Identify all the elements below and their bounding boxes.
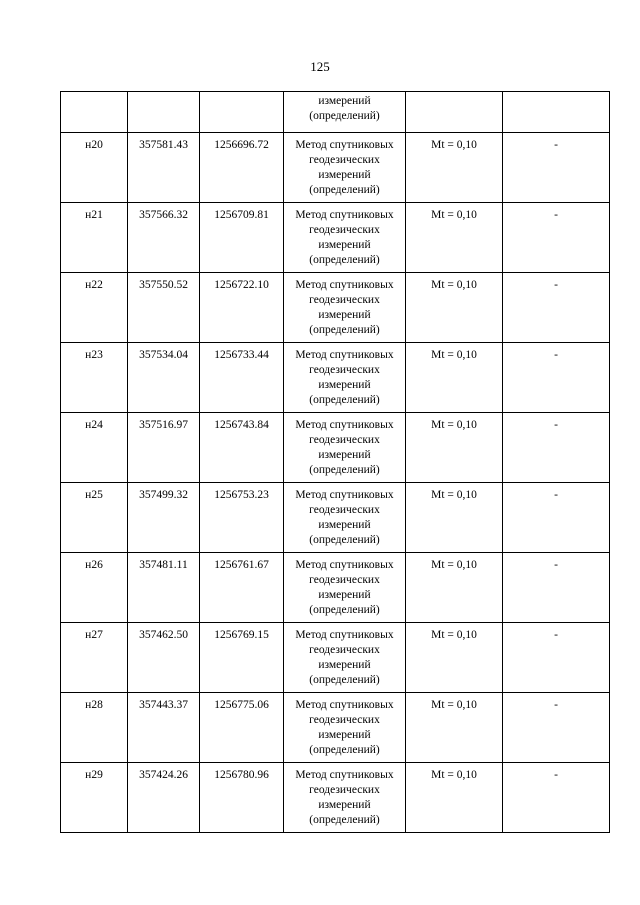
table-row — [61, 623, 610, 693]
cell-x — [128, 92, 200, 133]
cell-accuracy — [406, 92, 503, 133]
method-line: измерений — [318, 799, 371, 811]
cell-method — [284, 413, 406, 483]
cell-method — [284, 553, 406, 623]
method-line: измерений — [318, 169, 371, 181]
cell-x: 357581.43 — [128, 133, 200, 203]
cell-method — [284, 92, 406, 133]
cell-x: 357550.52 — [128, 273, 200, 343]
cell-y: 1256769.15 — [200, 623, 284, 693]
cell-note: - — [503, 623, 610, 693]
cell-method — [284, 483, 406, 553]
method-line: Метод спутниковых — [295, 699, 394, 711]
method-line: измерений — [318, 95, 371, 107]
method-line: геодезических — [309, 504, 380, 516]
method-line: измерений — [318, 659, 371, 671]
method-line: Метод спутниковых — [295, 559, 394, 571]
method-line: геодезических — [309, 574, 380, 586]
cell-x: 357424.26 — [128, 763, 200, 833]
method-line: (определений) — [309, 814, 380, 826]
table-row — [61, 203, 610, 273]
method-line: Метод спутниковых — [295, 139, 394, 151]
cell-method — [284, 203, 406, 273]
cell-point-id: н20 — [61, 133, 128, 203]
method-line: измерений — [318, 449, 371, 461]
cell-point-id: н26 — [61, 553, 128, 623]
cell-point-id: н25 — [61, 483, 128, 553]
cell-note: - — [503, 413, 610, 483]
method-line: (определений) — [309, 394, 380, 406]
method-line: (определений) — [309, 184, 380, 196]
table-row — [61, 413, 610, 483]
cell-accuracy: Mt = 0,10 — [406, 483, 503, 553]
cell-x: 357481.11 — [128, 553, 200, 623]
method-line: Метод спутниковых — [295, 769, 394, 781]
cell-note: - — [503, 273, 610, 343]
method-line: Метод спутниковых — [295, 489, 394, 501]
method-line: Метод спутниковых — [295, 279, 394, 291]
cell-method — [284, 763, 406, 833]
cell-x: 357462.50 — [128, 623, 200, 693]
table-row — [61, 763, 610, 833]
method-line: Метод спутниковых — [295, 419, 394, 431]
cell-point-id — [61, 92, 128, 133]
cell-y: 1256722.10 — [200, 273, 284, 343]
cell-accuracy: Mt = 0,10 — [406, 203, 503, 273]
method-line: (определений) — [309, 324, 380, 336]
method-line: Метод спутниковых — [295, 349, 394, 361]
method-line: измерений — [318, 309, 371, 321]
cell-point-id: н21 — [61, 203, 128, 273]
cell-x: 357566.32 — [128, 203, 200, 273]
method-line: геодезических — [309, 434, 380, 446]
method-line: геодезических — [309, 154, 380, 166]
method-line: (определений) — [309, 744, 380, 756]
table-row — [61, 553, 610, 623]
method-line: (определений) — [309, 534, 380, 546]
cell-y: 1256709.81 — [200, 203, 284, 273]
page-number: 125 — [310, 59, 330, 74]
cell-y: 1256733.44 — [200, 343, 284, 413]
cell-y: 1256743.84 — [200, 413, 284, 483]
cell-accuracy: Mt = 0,10 — [406, 133, 503, 203]
method-line: геодезических — [309, 784, 380, 796]
cell-point-id: н24 — [61, 413, 128, 483]
cell-note: - — [503, 693, 610, 763]
table-row-continuation — [61, 92, 610, 133]
cell-x: 357516.97 — [128, 413, 200, 483]
cell-note — [503, 92, 610, 133]
cell-x: 357443.37 — [128, 693, 200, 763]
method-line: геодезических — [309, 644, 380, 656]
cell-x: 357534.04 — [128, 343, 200, 413]
cell-y: 1256775.06 — [200, 693, 284, 763]
method-line: геодезических — [309, 714, 380, 726]
cell-y: 1256696.72 — [200, 133, 284, 203]
table-row — [61, 273, 610, 343]
method-line: (определений) — [309, 464, 380, 476]
method-line: Метод спутниковых — [295, 209, 394, 221]
cell-note: - — [503, 763, 610, 833]
cell-accuracy: Mt = 0,10 — [406, 413, 503, 483]
cell-method — [284, 133, 406, 203]
method-line: измерений — [318, 519, 371, 531]
cell-accuracy: Mt = 0,10 — [406, 273, 503, 343]
method-line: (определений) — [309, 254, 380, 266]
method-line: измерений — [318, 379, 371, 391]
cell-point-id: н28 — [61, 693, 128, 763]
method-line: (определений) — [309, 604, 380, 616]
method-line: измерений — [318, 729, 371, 741]
cell-y: 1256753.23 — [200, 483, 284, 553]
cell-accuracy: Mt = 0,10 — [406, 623, 503, 693]
cell-x: 357499.32 — [128, 483, 200, 553]
method-line: измерений — [318, 239, 371, 251]
cell-y: 1256761.67 — [200, 553, 284, 623]
cell-point-id: н23 — [61, 343, 128, 413]
cell-note: - — [503, 553, 610, 623]
cell-method — [284, 693, 406, 763]
cell-accuracy: Mt = 0,10 — [406, 693, 503, 763]
table-row — [61, 693, 610, 763]
cell-accuracy: Mt = 0,10 — [406, 763, 503, 833]
table-body — [61, 92, 610, 833]
method-line: геодезических — [309, 224, 380, 236]
cell-note: - — [503, 343, 610, 413]
table-row — [61, 133, 610, 203]
method-line: измерений — [318, 589, 371, 601]
cell-accuracy: Mt = 0,10 — [406, 553, 503, 623]
cell-y — [200, 92, 284, 133]
method-line: геодезических — [309, 294, 380, 306]
method-line: Метод спутниковых — [295, 629, 394, 641]
method-line: геодезических — [309, 364, 380, 376]
cell-method — [284, 273, 406, 343]
cell-y: 1256780.96 — [200, 763, 284, 833]
table-row — [61, 483, 610, 553]
coordinates-table — [60, 91, 610, 833]
cell-note: - — [503, 133, 610, 203]
cell-note: - — [503, 483, 610, 553]
cell-method — [284, 623, 406, 693]
cell-method — [284, 343, 406, 413]
cell-note: - — [503, 203, 610, 273]
table-row — [61, 343, 610, 413]
method-line: (определений) — [309, 110, 380, 122]
cell-point-id: н29 — [61, 763, 128, 833]
cell-point-id: н22 — [61, 273, 128, 343]
method-line: (определений) — [309, 674, 380, 686]
cell-point-id: н27 — [61, 623, 128, 693]
cell-accuracy: Mt = 0,10 — [406, 343, 503, 413]
